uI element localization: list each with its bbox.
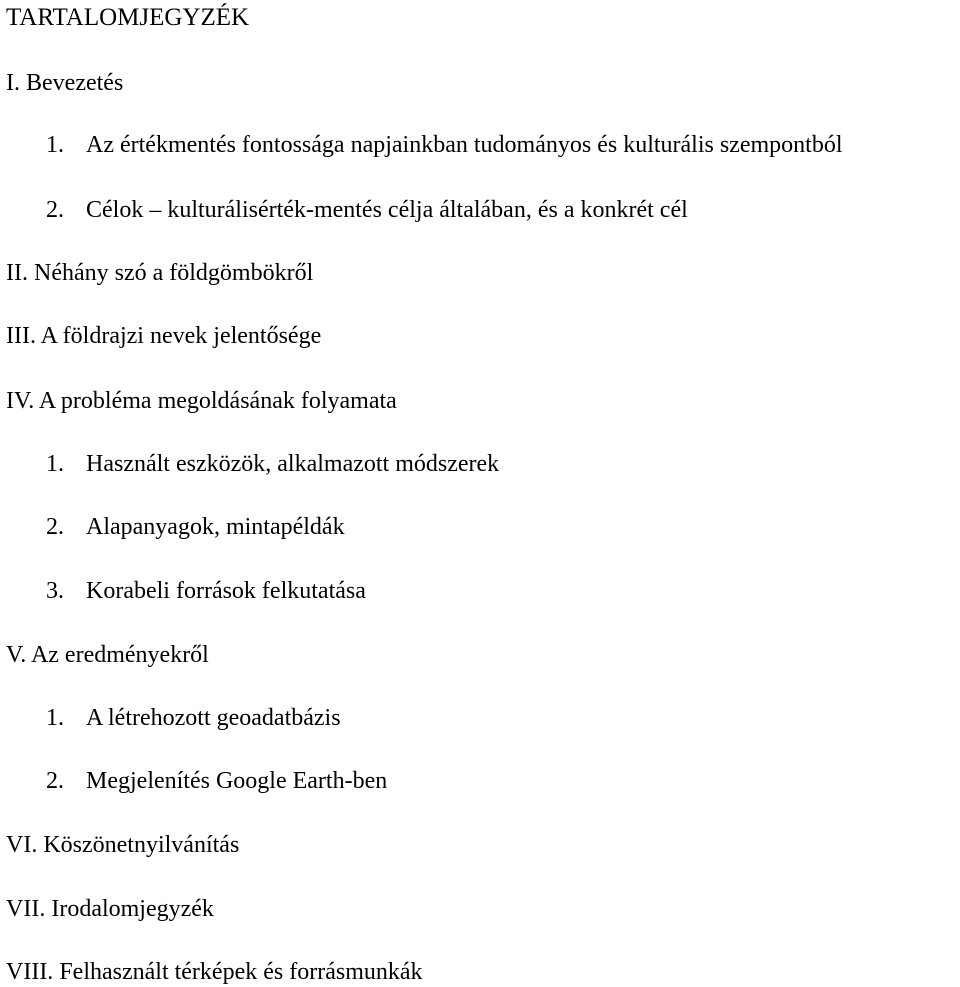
- toc-entry: [6, 258, 313, 288]
- toc-subentry: [46, 512, 345, 542]
- toc-entry-text: Az eredményekről: [30, 642, 209, 668]
- toc-entry-number: I.: [6, 70, 20, 96]
- toc-entry: [6, 640, 209, 670]
- toc-subentry: [46, 576, 366, 606]
- toc-entry-text: Használt eszközök, alkalmazott módszerek: [86, 451, 500, 477]
- toc-subentry: [46, 703, 341, 733]
- toc-entry-number: VIII.: [6, 959, 54, 985]
- toc-entry-text: Alapanyagok, mintapéldák: [86, 514, 345, 540]
- toc-entry-number: 2.: [46, 768, 64, 794]
- toc-entry-text: Megjelenítés Google Earth-ben: [86, 768, 388, 794]
- toc-entry-number: VII.: [6, 896, 46, 922]
- toc-subentry: [46, 449, 499, 479]
- toc-entry-number: IV.: [6, 388, 35, 414]
- toc-entry: [6, 830, 239, 860]
- toc-entry: [6, 957, 423, 987]
- toc-entry-text: A földrajzi nevek jelentősége: [40, 323, 322, 349]
- toc-entry-text: Bevezetés: [26, 70, 124, 96]
- toc-entry-number: VI.: [6, 832, 38, 858]
- toc-subentry: [46, 130, 843, 160]
- toc-entry: [6, 386, 397, 416]
- toc-entry-number: 1.: [46, 132, 64, 158]
- toc-entry-number: 3.: [46, 578, 64, 604]
- toc-entry-number: II.: [6, 260, 28, 286]
- toc-entry-text: Célok – kulturálisérték-mentés célja általában, és a konkrét cél: [86, 197, 688, 223]
- toc-entry-number: V.: [6, 642, 27, 668]
- toc-entry-text: Korabeli források felkutatása: [86, 578, 366, 604]
- toc-entry-number: 1.: [46, 705, 64, 731]
- toc-entry-text: A létrehozott geoadatbázis: [86, 705, 341, 731]
- toc-entry-number: 1.: [46, 451, 64, 477]
- toc-entry-number: 2.: [46, 514, 64, 540]
- toc-entry-text: Néhány szó a földgömbökről: [33, 260, 314, 286]
- toc-title: TARTALOMJEGYZÉK: [6, 4, 250, 31]
- toc-entry: [6, 894, 214, 924]
- toc-entry-number: 2.: [46, 197, 64, 223]
- toc-entry: [6, 68, 123, 98]
- toc-entry: [6, 321, 321, 351]
- toc-subentry: [46, 766, 387, 796]
- toc-subentry: [46, 195, 688, 225]
- toc-entry-text: Az értékmentés fontossága napjainkban tudományos és kulturális szempontból: [86, 132, 843, 158]
- toc-entry-number: III.: [6, 323, 36, 349]
- toc-entry-text: Köszönetnyilvánítás: [43, 832, 240, 858]
- toc-entry-text: Felhasznált térképek és forrásmunkák: [59, 959, 423, 985]
- toc-entry-text: Irodalomjegyzék: [51, 896, 214, 922]
- toc-entry-text: A probléma megoldásának folyamata: [38, 388, 397, 414]
